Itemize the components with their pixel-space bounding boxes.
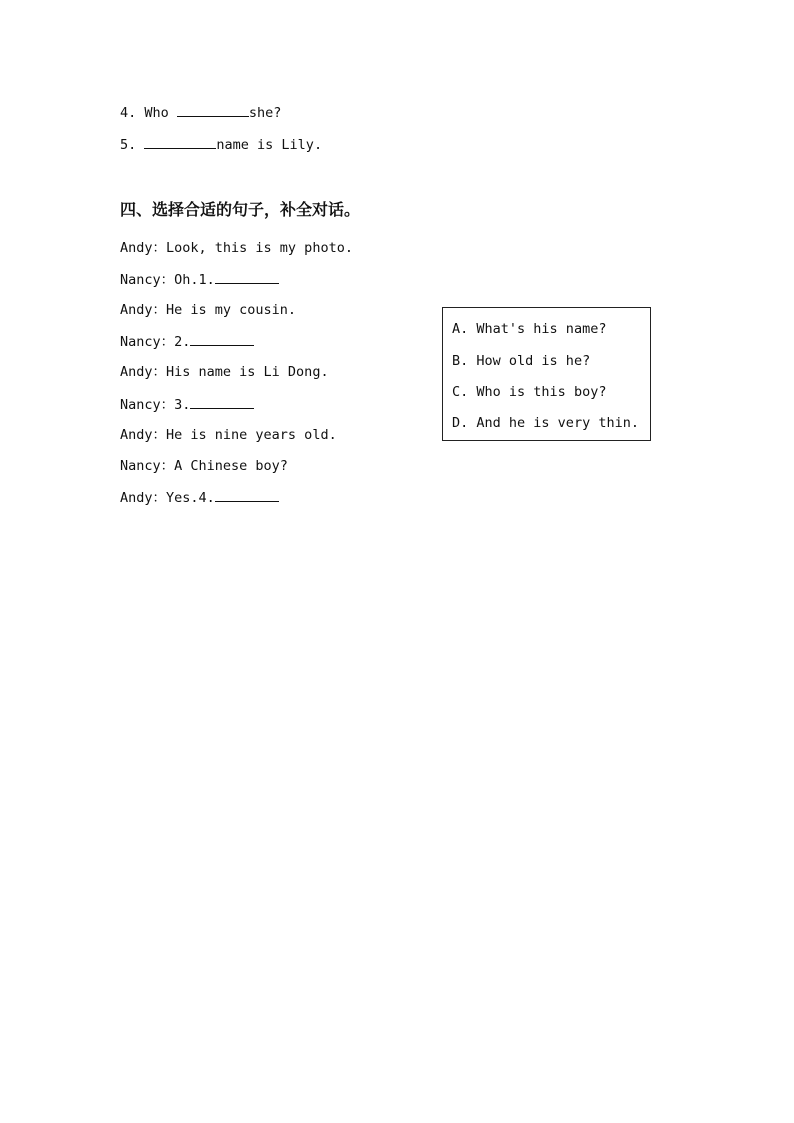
option-d bbox=[452, 415, 639, 431]
option-letter: B. bbox=[452, 353, 469, 369]
dialogue-text: Look, this is my photo. bbox=[166, 240, 353, 256]
speaker-name: Andy bbox=[120, 302, 153, 318]
answer-blank[interactable] bbox=[190, 333, 254, 346]
option-text: What's his name? bbox=[476, 321, 607, 337]
item-number: 5. bbox=[120, 137, 137, 153]
dialogue-line bbox=[120, 302, 296, 318]
item-text-before: Who bbox=[144, 105, 177, 121]
option-letter: D. bbox=[452, 415, 469, 431]
speaker-name: Andy bbox=[120, 427, 153, 443]
answer-blank[interactable] bbox=[215, 489, 279, 502]
speaker-name: Nancy bbox=[120, 397, 161, 413]
dialogue-text: Yes.4. bbox=[166, 490, 215, 506]
option-text: How old is he? bbox=[476, 353, 591, 369]
dialogue-text: Oh.1. bbox=[174, 272, 215, 288]
speaker-separator: ： bbox=[152, 490, 167, 506]
dialogue-text: He is nine years old. bbox=[166, 427, 337, 443]
speaker-name: Nancy bbox=[120, 334, 161, 350]
options-box bbox=[442, 307, 651, 441]
speaker-separator: ： bbox=[152, 364, 167, 380]
dialogue-line bbox=[120, 396, 254, 413]
item-text-after: she? bbox=[248, 105, 282, 121]
answer-blank[interactable] bbox=[215, 271, 279, 284]
dialogue-text: 2. bbox=[174, 334, 191, 350]
dialogue-text: His name is Li Dong. bbox=[166, 364, 329, 380]
fill-item-5 bbox=[120, 136, 322, 153]
speaker-name: Nancy bbox=[120, 458, 161, 474]
option-text: And he is very thin. bbox=[476, 415, 639, 431]
option-c bbox=[452, 384, 606, 400]
item-text-after: name is Lily. bbox=[216, 137, 323, 153]
speaker-name: Nancy bbox=[120, 272, 161, 288]
dialogue-line bbox=[120, 271, 279, 288]
speaker-separator: ： bbox=[160, 272, 175, 288]
speaker-separator: ： bbox=[152, 302, 167, 318]
speaker-name: Andy bbox=[120, 240, 153, 256]
dialogue-text: He is my cousin. bbox=[166, 302, 297, 318]
item-number: 4. bbox=[120, 105, 137, 121]
dialogue-line bbox=[120, 427, 337, 443]
speaker-name: Andy bbox=[120, 490, 153, 506]
answer-blank[interactable] bbox=[144, 136, 216, 149]
option-a bbox=[452, 321, 606, 337]
option-text: Who is this boy? bbox=[476, 384, 607, 400]
option-b bbox=[452, 353, 590, 369]
dialogue-text: A Chinese boy? bbox=[174, 458, 288, 474]
fill-item-4 bbox=[120, 104, 281, 121]
dialogue-line bbox=[120, 458, 288, 474]
dialogue-line bbox=[120, 333, 254, 350]
speaker-separator: ： bbox=[160, 334, 175, 350]
option-letter: A. bbox=[452, 321, 469, 337]
dialogue-line bbox=[120, 489, 279, 506]
dialogue-line bbox=[120, 364, 329, 380]
answer-blank[interactable] bbox=[190, 396, 254, 409]
option-letter: C. bbox=[452, 384, 469, 400]
answer-blank[interactable] bbox=[177, 104, 249, 117]
speaker-separator: ： bbox=[160, 458, 175, 474]
speaker-separator: ： bbox=[152, 427, 167, 443]
speaker-separator: ： bbox=[160, 397, 175, 413]
dialogue-line bbox=[120, 240, 353, 256]
section-heading: 四、选择合适的句子，补全对话。 bbox=[120, 200, 361, 219]
speaker-name: Andy bbox=[120, 364, 153, 380]
dialogue-text: 3. bbox=[174, 397, 191, 413]
speaker-separator: ： bbox=[152, 240, 167, 256]
